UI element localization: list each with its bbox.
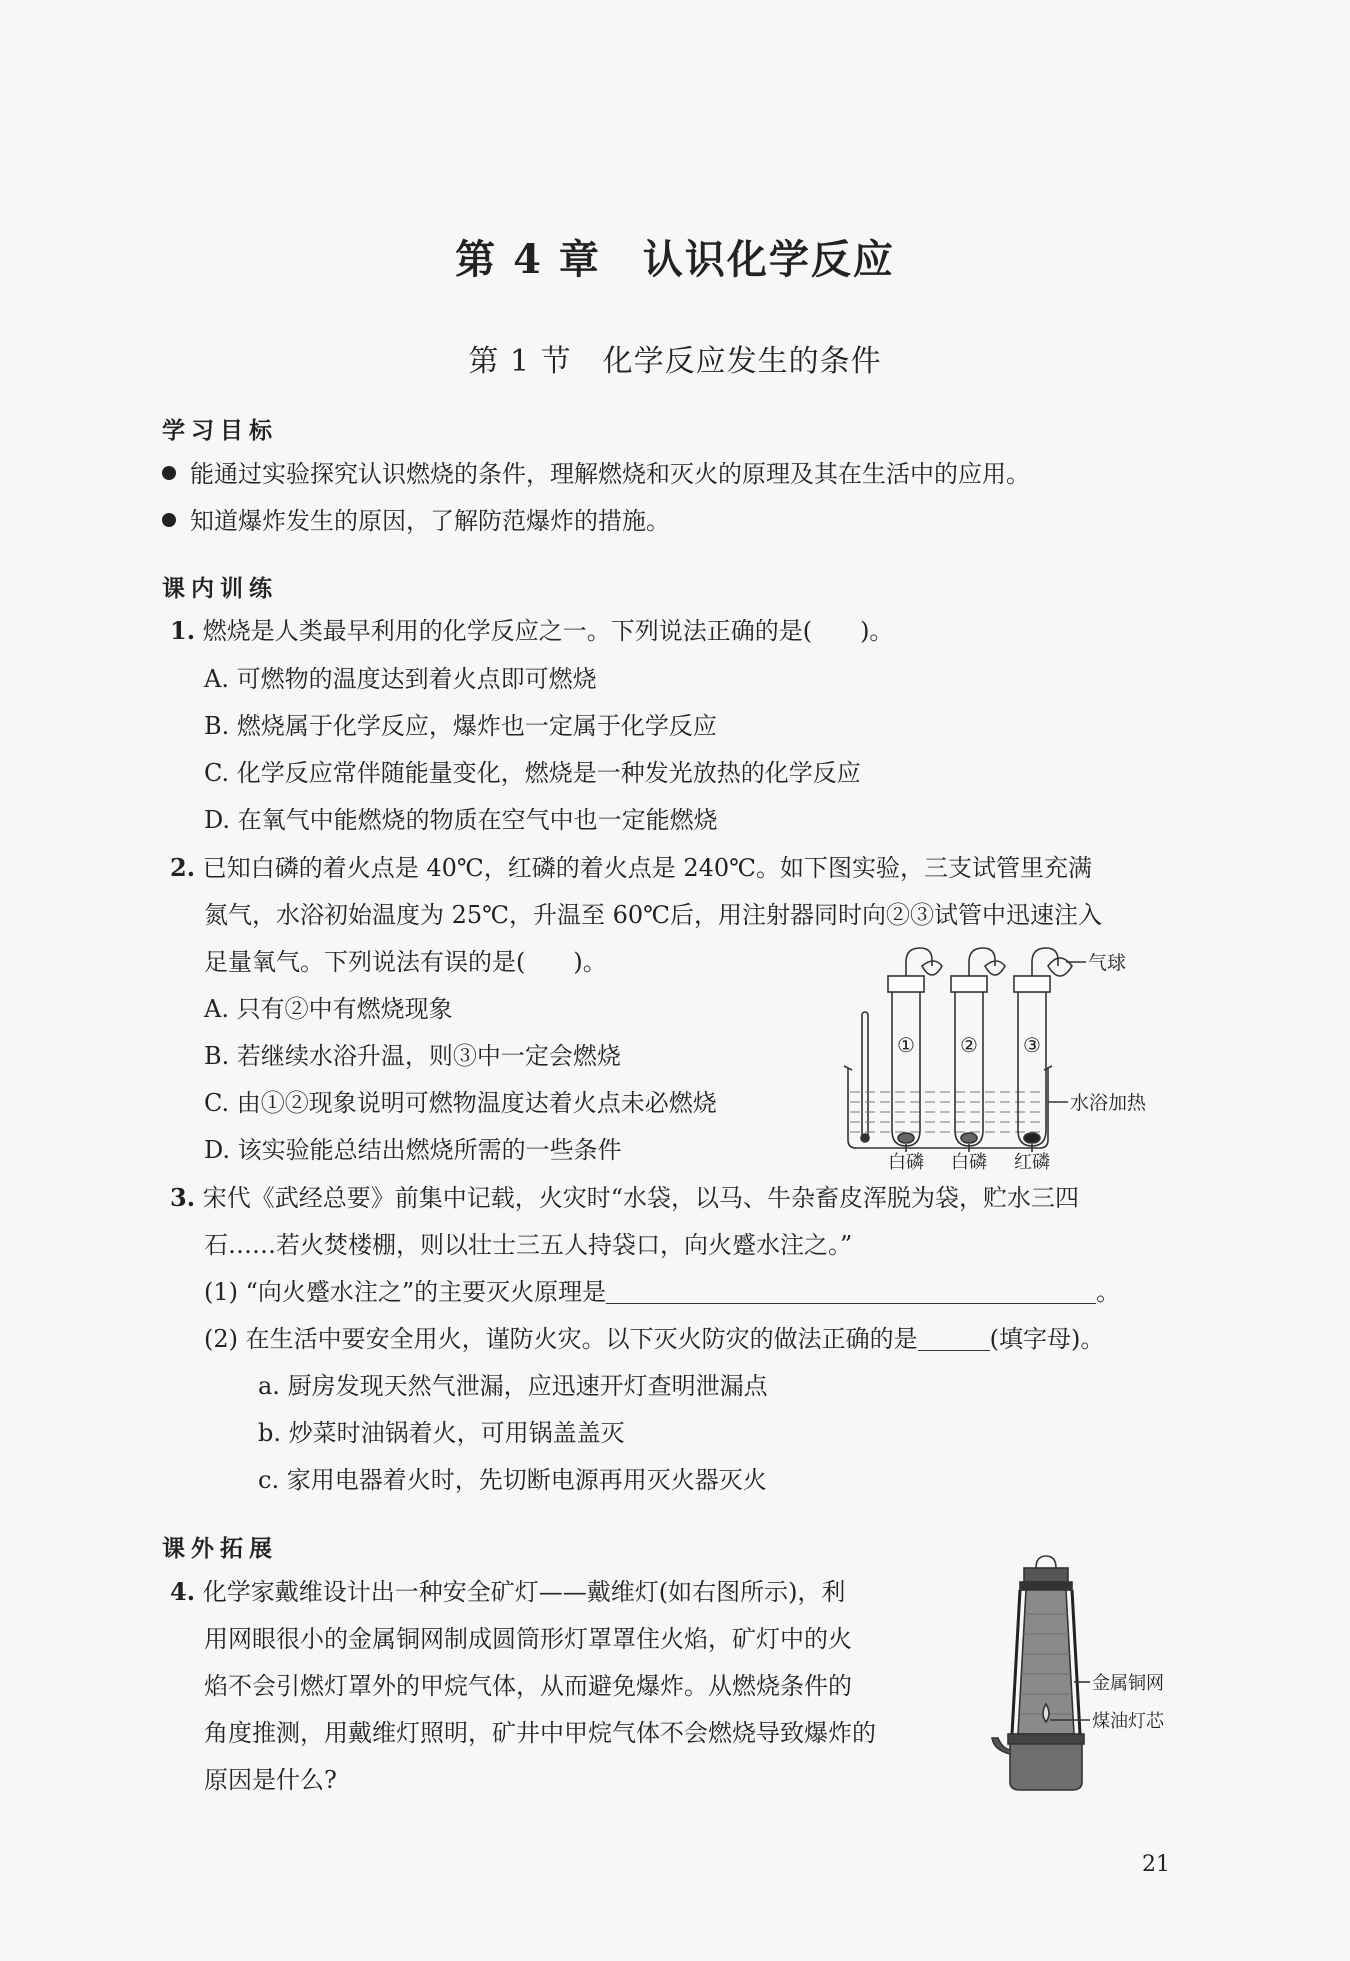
- question-4-line: 用网眼很小的金属铜网制成圆筒形灯罩罩住火焰，矿灯中的火: [204, 1625, 852, 1653]
- q3-sub-2: (2) 在生活中要安全用火，谨防火灾。以下灭火防灾的做法正确的是 (填字母)。: [204, 1325, 1105, 1353]
- question-2-stem-line: 足量氧气。下列说法有误的是( )。: [204, 948, 607, 976]
- question-3-stem-line: 石……若火焚楼棚，则以壮士三五人持袋口，向火蹙水注之。”: [204, 1231, 853, 1259]
- objective-item: 能通过实验探究认识燃烧的条件，理解燃烧和灭火的原理及其在生活中的应用。: [162, 458, 1030, 490]
- red-phosphorus-label: 红磷: [1014, 1152, 1050, 1170]
- answer-blank[interactable]: [918, 1328, 990, 1351]
- bullet-icon: [162, 513, 176, 527]
- objective-item: 知道爆炸发生的原因，了解防范爆炸的措施。: [162, 505, 670, 537]
- q3-choice-b: b. 炒菜时油锅着火，可用锅盖盖灭: [258, 1419, 625, 1447]
- kerosene-wick-label: 煤油灯芯: [1092, 1711, 1164, 1732]
- extension-heading: 课外拓展: [162, 1535, 278, 1562]
- question-2-stem-line: 2. 已知白磷的着火点是 40℃，红磷的着火点是 240℃。如下图实验，三支试管里充满: [170, 853, 1093, 882]
- thermometer-icon: [862, 1012, 868, 1138]
- q2-option-a: A. 只有②中有燃烧现象: [204, 995, 453, 1023]
- flame-icon: [1043, 1704, 1049, 1722]
- white-phosphorus-label-2: 白磷: [951, 1152, 987, 1170]
- bullet-icon: [162, 466, 176, 480]
- combustion-experiment-figure: [838, 940, 1178, 1170]
- tube-label-2: ②: [960, 1033, 978, 1057]
- q2-option-c: C. 由①②现象说明可燃物温度达着火点未必燃烧: [204, 1089, 717, 1117]
- question-4-line: 4. 化学家戴维设计出一种安全矿灯——戴维灯(如右图所示)，利: [170, 1577, 846, 1606]
- question-4-line: 角度推测，用戴维灯照明，矿井中甲烷气体不会燃烧导致爆炸的: [204, 1719, 876, 1747]
- balloon-label: 气球: [1088, 952, 1127, 974]
- q1-option-a: A. 可燃物的温度达到着火点即可燃烧: [204, 665, 597, 693]
- classwork-heading: 课内训练: [162, 575, 278, 602]
- question-4-line: 焰不会引燃灯罩外的甲烷气体，从而避免爆炸。从燃烧条件的: [204, 1672, 852, 1700]
- q2-option-b: B. 若继续水浴升温，则③中一定会燃烧: [204, 1042, 621, 1070]
- chapter-title: 第 4 章 认识化学反应: [455, 236, 895, 283]
- copper-mesh-label: 金属铜网: [1092, 1673, 1164, 1694]
- q3-choice-c: c. 家用电器着火时，先切断电源再用灭火器灭火: [258, 1466, 767, 1494]
- balloon-icon: [1048, 958, 1072, 976]
- question-3-stem-line: 3. 宋代《武经总要》前集中记载，火灾时“水袋，以马、牛杂畜皮浑脱为袋，贮水三四: [170, 1183, 1079, 1212]
- q2-option-d: D. 该实验能总结出燃烧所需的一些条件: [204, 1136, 622, 1164]
- question-1-stem: 1. 燃烧是人类最早利用的化学反应之一。下列说法正确的是( )。: [170, 616, 894, 645]
- question-4-line: 原因是什么?: [204, 1766, 337, 1794]
- tube-label-1: ①: [897, 1033, 915, 1057]
- answer-blank[interactable]: [606, 1281, 1096, 1304]
- davy-lamp-figure: [990, 1554, 1190, 1794]
- white-phosphorus-label-1: 白磷: [888, 1152, 924, 1170]
- page-number: 21: [1142, 1852, 1170, 1877]
- question-2-stem-line: 氮气，水浴初始温度为 25℃，升温至 60℃后，用注射器同时向②③试管中迅速注入: [204, 901, 1103, 929]
- q1-option-d: D. 在氧气中能燃烧的物质在空气中也一定能燃烧: [204, 806, 718, 834]
- q1-option-b: B. 燃烧属于化学反应，爆炸也一定属于化学反应: [204, 712, 717, 740]
- q3-choice-a: a. 厨房发现天然气泄漏，应迅速开灯查明泄漏点: [258, 1372, 768, 1400]
- objectives-heading: 学习目标: [162, 417, 278, 444]
- tube-label-3: ③: [1023, 1033, 1041, 1057]
- water-bath-label: 水浴加热: [1070, 1092, 1147, 1114]
- q1-option-c: C. 化学反应常伴随能量变化，燃烧是一种发光放热的化学反应: [204, 759, 861, 787]
- q3-sub-1: (1) “向火蹙水注之”的主要灭火原理是 。: [204, 1278, 1121, 1306]
- section-title: 第 1 节 化学反应发生的条件: [468, 344, 882, 379]
